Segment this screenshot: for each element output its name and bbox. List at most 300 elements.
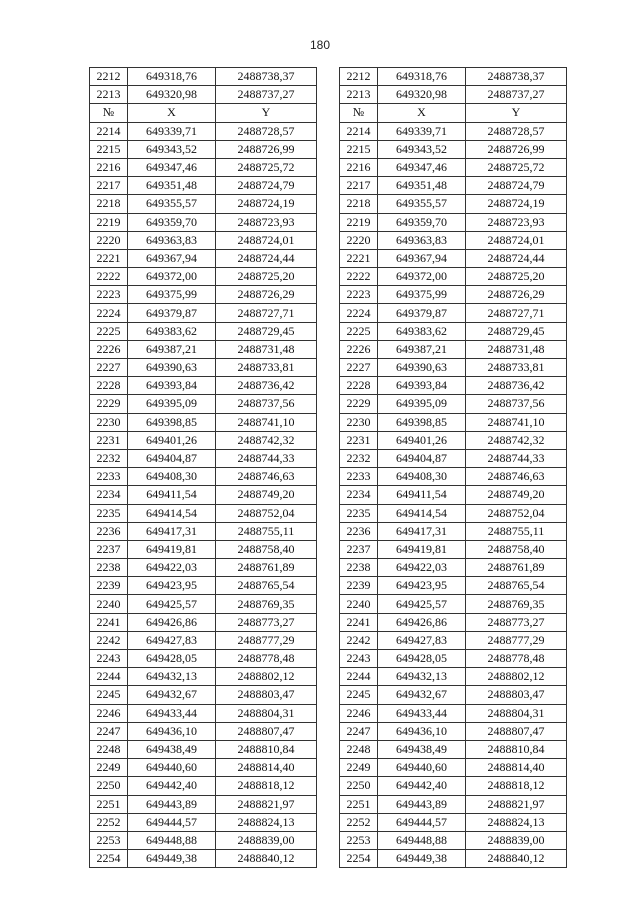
table-row [90, 686, 567, 704]
column-gap [317, 322, 340, 340]
x-coordinate-cell: 649414,54 [128, 504, 216, 522]
x-coordinate-cell: 649425,57 [378, 595, 466, 613]
table-row [90, 140, 567, 158]
y-coordinate-cell: 2488724,79 [466, 177, 567, 195]
column-gap [317, 759, 340, 777]
column-gap [317, 268, 340, 286]
point-number-cell: 2242 [90, 631, 128, 649]
x-coordinate-cell: 649442,40 [378, 777, 466, 795]
y-coordinate-cell: 2488778,48 [466, 650, 567, 668]
column-gap [317, 449, 340, 467]
y-coordinate-cell: 2488727,71 [466, 304, 567, 322]
column-header-x: X [378, 104, 466, 122]
column-gap [317, 686, 340, 704]
point-number-cell: 2222 [90, 268, 128, 286]
point-number-cell: 2235 [340, 504, 378, 522]
point-number-cell: 2215 [340, 140, 378, 158]
y-coordinate-cell: 2488744,33 [466, 449, 567, 467]
point-number-cell: 2226 [90, 340, 128, 358]
x-coordinate-cell: 649436,10 [128, 722, 216, 740]
column-gap [317, 158, 340, 176]
y-coordinate-cell: 2488804,31 [466, 704, 567, 722]
x-coordinate-cell: 649432,13 [128, 668, 216, 686]
y-coordinate-cell: 2488802,12 [466, 668, 567, 686]
x-coordinate-cell: 649367,94 [378, 249, 466, 267]
column-gap [317, 468, 340, 486]
point-number-cell: 2213 [340, 86, 378, 104]
y-coordinate-cell: 2488777,29 [216, 631, 317, 649]
point-number-cell: 2220 [340, 231, 378, 249]
column-gap [317, 340, 340, 358]
y-coordinate-cell: 2488731,48 [466, 340, 567, 358]
x-coordinate-cell: 649442,40 [128, 777, 216, 795]
point-number-cell: 2245 [340, 686, 378, 704]
table-row [90, 395, 567, 413]
point-number-cell: 2231 [340, 431, 378, 449]
x-coordinate-cell: 649427,83 [128, 631, 216, 649]
x-coordinate-cell: 649379,87 [378, 304, 466, 322]
table-row [90, 668, 567, 686]
y-coordinate-cell: 2488840,12 [466, 850, 567, 868]
y-coordinate-cell: 2488821,97 [216, 795, 317, 813]
x-coordinate-cell: 649449,38 [378, 850, 466, 868]
table-row [90, 304, 567, 322]
column-gap [317, 795, 340, 813]
point-number-cell: 2225 [340, 322, 378, 340]
x-coordinate-cell: 649448,88 [128, 831, 216, 849]
y-coordinate-cell: 2488773,27 [216, 613, 317, 631]
coordinates-table [89, 67, 567, 868]
table-row [90, 122, 567, 140]
point-number-cell: 2226 [340, 340, 378, 358]
column-header-x: X [128, 104, 216, 122]
column-gap [317, 68, 340, 86]
table-row [90, 759, 567, 777]
point-number-cell: 2218 [340, 195, 378, 213]
point-number-cell: 2234 [90, 486, 128, 504]
point-number-cell: 2212 [340, 68, 378, 86]
point-number-cell: 2236 [90, 522, 128, 540]
column-gap [317, 140, 340, 158]
y-coordinate-cell: 2488726,99 [216, 140, 317, 158]
x-coordinate-cell: 649390,63 [128, 359, 216, 377]
x-coordinate-cell: 649395,09 [378, 395, 466, 413]
point-number-cell: 2241 [90, 613, 128, 631]
y-coordinate-cell: 2488741,10 [466, 413, 567, 431]
point-number-cell: 2223 [340, 286, 378, 304]
point-number-cell: 2244 [90, 668, 128, 686]
x-coordinate-cell: 649387,21 [128, 340, 216, 358]
x-coordinate-cell: 649318,76 [378, 68, 466, 86]
table-row [90, 813, 567, 831]
column-gap [317, 613, 340, 631]
y-coordinate-cell: 2488738,37 [466, 68, 567, 86]
point-number-cell: 2241 [340, 613, 378, 631]
y-coordinate-cell: 2488724,44 [466, 249, 567, 267]
column-gap [317, 850, 340, 868]
x-coordinate-cell: 649351,48 [378, 177, 466, 195]
x-coordinate-cell: 649363,83 [378, 231, 466, 249]
point-number-cell: 2237 [90, 540, 128, 558]
point-number-cell: 2249 [90, 759, 128, 777]
x-coordinate-cell: 649383,62 [378, 322, 466, 340]
point-number-cell: 2225 [90, 322, 128, 340]
column-gap [317, 86, 340, 104]
point-number-cell: 2214 [90, 122, 128, 140]
y-coordinate-cell: 2488742,32 [466, 431, 567, 449]
column-header-n: № [90, 104, 128, 122]
x-coordinate-cell: 649432,13 [378, 668, 466, 686]
y-coordinate-cell: 2488736,42 [216, 377, 317, 395]
point-number-cell: 2228 [90, 377, 128, 395]
point-number-cell: 2231 [90, 431, 128, 449]
x-coordinate-cell: 649408,30 [378, 468, 466, 486]
point-number-cell: 2216 [340, 158, 378, 176]
x-coordinate-cell: 649440,60 [128, 759, 216, 777]
y-coordinate-cell: 2488818,12 [466, 777, 567, 795]
column-gap [317, 249, 340, 267]
point-number-cell: 2248 [340, 740, 378, 758]
point-number-cell: 2221 [340, 249, 378, 267]
point-number-cell: 2217 [90, 177, 128, 195]
point-number-cell: 2218 [90, 195, 128, 213]
x-coordinate-cell: 649401,26 [128, 431, 216, 449]
x-coordinate-cell: 649375,99 [128, 286, 216, 304]
y-coordinate-cell: 2488803,47 [216, 686, 317, 704]
x-coordinate-cell: 649383,62 [128, 322, 216, 340]
point-number-cell: 2247 [340, 722, 378, 740]
x-coordinate-cell: 649363,83 [128, 231, 216, 249]
column-gap [317, 595, 340, 613]
point-number-cell: 2235 [90, 504, 128, 522]
point-number-cell: 2236 [340, 522, 378, 540]
x-coordinate-cell: 649443,89 [378, 795, 466, 813]
table-row [90, 650, 567, 668]
page-number: 180 [309, 38, 331, 52]
y-coordinate-cell: 2488728,57 [216, 122, 317, 140]
y-coordinate-cell: 2488738,37 [216, 68, 317, 86]
x-coordinate-cell: 649417,31 [128, 522, 216, 540]
x-coordinate-cell: 649398,85 [128, 413, 216, 431]
x-coordinate-cell: 649448,88 [378, 831, 466, 849]
table-row [90, 795, 567, 813]
x-coordinate-cell: 649375,99 [378, 286, 466, 304]
y-coordinate-cell: 2488803,47 [466, 686, 567, 704]
y-coordinate-cell: 2488724,19 [466, 195, 567, 213]
y-coordinate-cell: 2488807,47 [466, 722, 567, 740]
column-gap [317, 177, 340, 195]
x-coordinate-cell: 649432,67 [128, 686, 216, 704]
y-coordinate-cell: 2488818,12 [216, 777, 317, 795]
column-gap [317, 304, 340, 322]
y-coordinate-cell: 2488821,97 [466, 795, 567, 813]
y-coordinate-cell: 2488723,93 [216, 213, 317, 231]
y-coordinate-cell: 2488755,11 [216, 522, 317, 540]
x-coordinate-cell: 649339,71 [128, 122, 216, 140]
x-coordinate-cell: 649426,86 [378, 613, 466, 631]
column-gap [317, 504, 340, 522]
x-coordinate-cell: 649422,03 [128, 559, 216, 577]
x-coordinate-cell: 649417,31 [378, 522, 466, 540]
x-coordinate-cell: 649318,76 [128, 68, 216, 86]
point-number-cell: 2233 [340, 468, 378, 486]
point-number-cell: 2229 [340, 395, 378, 413]
table-row [90, 322, 567, 340]
y-coordinate-cell: 2488758,40 [216, 540, 317, 558]
point-number-cell: 2220 [90, 231, 128, 249]
x-coordinate-cell: 649426,86 [128, 613, 216, 631]
x-coordinate-cell: 649444,57 [378, 813, 466, 831]
point-number-cell: 2251 [90, 795, 128, 813]
y-coordinate-cell: 2488737,27 [466, 86, 567, 104]
column-gap [317, 486, 340, 504]
y-coordinate-cell: 2488726,29 [216, 286, 317, 304]
column-gap [317, 831, 340, 849]
table-row [90, 740, 567, 758]
table-row [90, 431, 567, 449]
point-number-cell: 2247 [90, 722, 128, 740]
point-number-cell: 2248 [90, 740, 128, 758]
x-coordinate-cell: 649433,44 [128, 704, 216, 722]
column-gap [317, 195, 340, 213]
x-coordinate-cell: 649419,81 [128, 540, 216, 558]
column-header-n: № [340, 104, 378, 122]
x-coordinate-cell: 649393,84 [378, 377, 466, 395]
column-gap [317, 668, 340, 686]
point-number-cell: 2213 [90, 86, 128, 104]
y-coordinate-cell: 2488728,57 [466, 122, 567, 140]
point-number-cell: 2240 [340, 595, 378, 613]
point-number-cell: 2214 [340, 122, 378, 140]
column-gap [317, 813, 340, 831]
y-coordinate-cell: 2488804,31 [216, 704, 317, 722]
y-coordinate-cell: 2488744,33 [216, 449, 317, 467]
x-coordinate-cell: 649320,98 [378, 86, 466, 104]
column-gap [317, 740, 340, 758]
y-coordinate-cell: 2488778,48 [216, 650, 317, 668]
point-number-cell: 2243 [340, 650, 378, 668]
x-coordinate-cell: 649428,05 [378, 650, 466, 668]
x-coordinate-cell: 649449,38 [128, 850, 216, 868]
y-coordinate-cell: 2488752,04 [216, 504, 317, 522]
y-coordinate-cell: 2488749,20 [466, 486, 567, 504]
x-coordinate-cell: 649433,44 [378, 704, 466, 722]
table-row [90, 540, 567, 558]
column-gap [317, 231, 340, 249]
y-coordinate-cell: 2488839,00 [216, 831, 317, 849]
x-coordinate-cell: 649367,94 [128, 249, 216, 267]
column-gap [317, 413, 340, 431]
y-coordinate-cell: 2488724,01 [216, 231, 317, 249]
column-header-y: Y [216, 104, 317, 122]
y-coordinate-cell: 2488810,84 [466, 740, 567, 758]
x-coordinate-cell: 649359,70 [128, 213, 216, 231]
point-number-cell: 2238 [340, 559, 378, 577]
point-number-cell: 2230 [340, 413, 378, 431]
column-gap [317, 213, 340, 231]
column-gap [317, 704, 340, 722]
y-coordinate-cell: 2488814,40 [466, 759, 567, 777]
point-number-cell: 2250 [340, 777, 378, 795]
point-number-cell: 2227 [340, 359, 378, 377]
point-number-cell: 2222 [340, 268, 378, 286]
point-number-cell: 2244 [340, 668, 378, 686]
x-coordinate-cell: 649436,10 [378, 722, 466, 740]
point-number-cell: 2238 [90, 559, 128, 577]
x-coordinate-cell: 649355,57 [378, 195, 466, 213]
x-coordinate-cell: 649444,57 [128, 813, 216, 831]
y-coordinate-cell: 2488752,04 [466, 504, 567, 522]
point-number-cell: 2234 [340, 486, 378, 504]
y-coordinate-cell: 2488733,81 [466, 359, 567, 377]
point-number-cell: 2233 [90, 468, 128, 486]
y-coordinate-cell: 2488810,84 [216, 740, 317, 758]
y-coordinate-cell: 2488729,45 [216, 322, 317, 340]
point-number-cell: 2249 [340, 759, 378, 777]
x-coordinate-cell: 649404,87 [378, 449, 466, 467]
column-gap [317, 722, 340, 740]
y-coordinate-cell: 2488773,27 [466, 613, 567, 631]
point-number-cell: 2229 [90, 395, 128, 413]
y-coordinate-cell: 2488724,79 [216, 177, 317, 195]
point-number-cell: 2216 [90, 158, 128, 176]
x-coordinate-cell: 649387,21 [378, 340, 466, 358]
y-coordinate-cell: 2488840,12 [216, 850, 317, 868]
point-number-cell: 2253 [90, 831, 128, 849]
table-row [90, 486, 567, 504]
x-coordinate-cell: 649425,57 [128, 595, 216, 613]
x-coordinate-cell: 649419,81 [378, 540, 466, 558]
x-coordinate-cell: 649432,67 [378, 686, 466, 704]
x-coordinate-cell: 649393,84 [128, 377, 216, 395]
header-row [90, 104, 567, 122]
point-number-cell: 2239 [340, 577, 378, 595]
y-coordinate-cell: 2488724,44 [216, 249, 317, 267]
column-gap [317, 359, 340, 377]
table-row [90, 68, 567, 86]
table-row [90, 559, 567, 577]
column-gap [317, 650, 340, 668]
table-row [90, 359, 567, 377]
point-number-cell: 2253 [340, 831, 378, 849]
table-row [90, 613, 567, 631]
table-row [90, 377, 567, 395]
point-number-cell: 2252 [340, 813, 378, 831]
x-coordinate-cell: 649320,98 [128, 86, 216, 104]
column-gap [317, 286, 340, 304]
table-row [90, 286, 567, 304]
y-coordinate-cell: 2488824,13 [216, 813, 317, 831]
table-row [90, 268, 567, 286]
column-gap [317, 577, 340, 595]
x-coordinate-cell: 649443,89 [128, 795, 216, 813]
table-row [90, 231, 567, 249]
table-row [90, 340, 567, 358]
x-coordinate-cell: 649438,49 [378, 740, 466, 758]
y-coordinate-cell: 2488769,35 [216, 595, 317, 613]
point-number-cell: 2245 [90, 686, 128, 704]
x-coordinate-cell: 649372,00 [128, 268, 216, 286]
x-coordinate-cell: 649438,49 [128, 740, 216, 758]
table-row [90, 413, 567, 431]
x-coordinate-cell: 649398,85 [378, 413, 466, 431]
column-gap [317, 377, 340, 395]
column-gap [317, 395, 340, 413]
point-number-cell: 2237 [340, 540, 378, 558]
x-coordinate-cell: 649411,54 [378, 486, 466, 504]
table-row [90, 522, 567, 540]
x-coordinate-cell: 649427,83 [378, 631, 466, 649]
point-number-cell: 2224 [90, 304, 128, 322]
x-coordinate-cell: 649428,05 [128, 650, 216, 668]
point-number-cell: 2227 [90, 359, 128, 377]
column-gap [317, 777, 340, 795]
point-number-cell: 2252 [90, 813, 128, 831]
x-coordinate-cell: 649347,46 [128, 158, 216, 176]
table-row [90, 195, 567, 213]
point-number-cell: 2243 [90, 650, 128, 668]
y-coordinate-cell: 2488729,45 [466, 322, 567, 340]
coordinates-table-body [90, 68, 567, 868]
x-coordinate-cell: 649404,87 [128, 449, 216, 467]
y-coordinate-cell: 2488742,32 [216, 431, 317, 449]
point-number-cell: 2246 [90, 704, 128, 722]
x-coordinate-cell: 649395,09 [128, 395, 216, 413]
column-gap [317, 104, 340, 122]
x-coordinate-cell: 649347,46 [378, 158, 466, 176]
point-number-cell: 2254 [340, 850, 378, 868]
y-coordinate-cell: 2488824,13 [466, 813, 567, 831]
x-coordinate-cell: 649411,54 [128, 486, 216, 504]
table-row [90, 158, 567, 176]
point-number-cell: 2250 [90, 777, 128, 795]
y-coordinate-cell: 2488758,40 [466, 540, 567, 558]
x-coordinate-cell: 649423,95 [378, 577, 466, 595]
y-coordinate-cell: 2488749,20 [216, 486, 317, 504]
table-row [90, 504, 567, 522]
point-number-cell: 2246 [340, 704, 378, 722]
y-coordinate-cell: 2488726,29 [466, 286, 567, 304]
point-number-cell: 2242 [340, 631, 378, 649]
point-number-cell: 2228 [340, 377, 378, 395]
y-coordinate-cell: 2488725,20 [466, 268, 567, 286]
x-coordinate-cell: 649351,48 [128, 177, 216, 195]
x-coordinate-cell: 649390,63 [378, 359, 466, 377]
y-coordinate-cell: 2488755,11 [466, 522, 567, 540]
y-coordinate-cell: 2488737,56 [466, 395, 567, 413]
y-coordinate-cell: 2488807,47 [216, 722, 317, 740]
column-header-y: Y [466, 104, 567, 122]
point-number-cell: 2232 [340, 449, 378, 467]
y-coordinate-cell: 2488724,19 [216, 195, 317, 213]
point-number-cell: 2254 [90, 850, 128, 868]
point-number-cell: 2219 [90, 213, 128, 231]
column-gap [317, 540, 340, 558]
x-coordinate-cell: 649408,30 [128, 468, 216, 486]
table-row [90, 631, 567, 649]
x-coordinate-cell: 649422,03 [378, 559, 466, 577]
x-coordinate-cell: 649379,87 [128, 304, 216, 322]
y-coordinate-cell: 2488802,12 [216, 668, 317, 686]
y-coordinate-cell: 2488723,93 [466, 213, 567, 231]
x-coordinate-cell: 649355,57 [128, 195, 216, 213]
y-coordinate-cell: 2488746,63 [216, 468, 317, 486]
table-row [90, 468, 567, 486]
table-row [90, 850, 567, 868]
point-number-cell: 2224 [340, 304, 378, 322]
y-coordinate-cell: 2488727,71 [216, 304, 317, 322]
y-coordinate-cell: 2488736,42 [466, 377, 567, 395]
